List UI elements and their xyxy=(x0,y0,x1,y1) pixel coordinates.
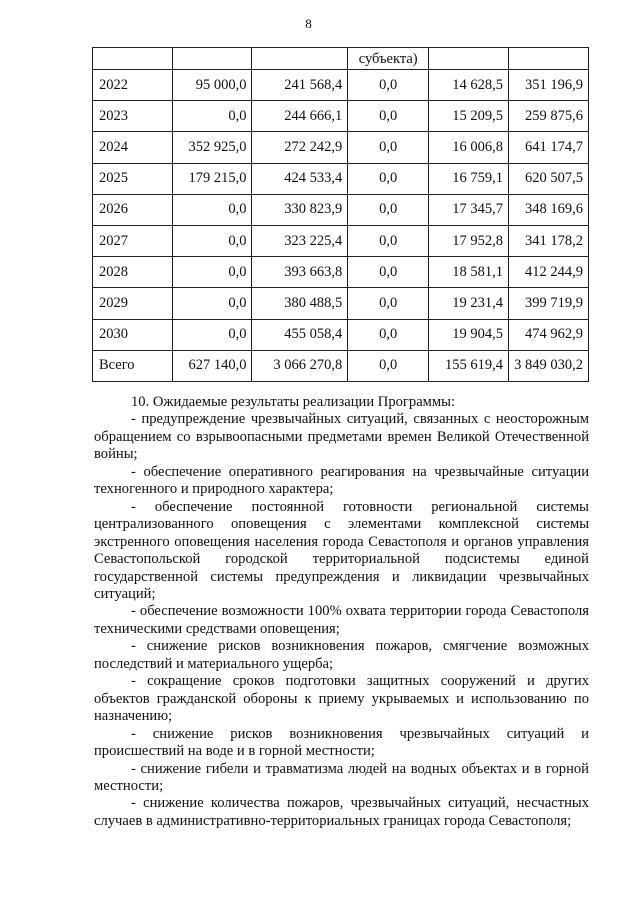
value-cell-c1: 0,0 xyxy=(172,225,252,256)
table-row xyxy=(93,225,589,256)
financing-table xyxy=(92,47,589,382)
list-item: - снижение количества пожаров, чрезвычайных ситуаций, несчастных случаев в административно-территориальных границах города Севастополя; xyxy=(94,795,589,829)
value-cell-c5: 620 507,5 xyxy=(508,163,588,194)
value-cell-c4: 16 759,1 xyxy=(429,163,509,194)
results-list xyxy=(94,411,589,830)
value-cell-c3: 0,0 xyxy=(348,257,429,288)
table-row xyxy=(93,194,589,225)
value-cell-c3: 0,0 xyxy=(348,101,429,132)
value-cell-c3: 0,0 xyxy=(348,70,429,101)
table-row xyxy=(93,319,589,350)
value-cell-c2: 330 823,9 xyxy=(252,194,348,225)
value-cell-c1: 352 925,0 xyxy=(172,132,252,163)
row-label-cell: 2029 xyxy=(93,288,173,319)
value-cell-c5: 351 196,9 xyxy=(508,70,588,101)
value-cell-c4: 155 619,4 xyxy=(429,350,509,381)
value-cell-c3: 0,0 xyxy=(348,163,429,194)
value-cell-c4: 19 904,5 xyxy=(429,319,509,350)
value-cell-c4: 18 581,1 xyxy=(429,257,509,288)
row-label-cell: Всего xyxy=(93,350,173,381)
continued-header-cell: субъекта) xyxy=(348,48,429,70)
row-label-cell: 2028 xyxy=(93,257,173,288)
row-label-cell: 2023 xyxy=(93,101,173,132)
value-cell-c5: 3 849 030,2 xyxy=(508,350,588,381)
value-cell-c1: 179 215,0 xyxy=(172,163,252,194)
page-number: 8 xyxy=(305,16,312,31)
section-heading: 10. Ожидаемые результаты реализации Программы: xyxy=(131,394,455,410)
value-cell-c4: 17 952,8 xyxy=(429,225,509,256)
value-cell-c2: 393 663,8 xyxy=(252,257,348,288)
value-cell-c5: 259 875,6 xyxy=(508,101,588,132)
value-cell-c1: 95 000,0 xyxy=(172,70,252,101)
list-item: - обеспечение оперативного реагирования на чрезвычайные ситуации техногенного и природного характера; xyxy=(94,463,589,498)
value-cell-c5: 341 178,2 xyxy=(508,225,588,256)
value-cell-c5: 474 962,9 xyxy=(508,319,588,350)
row-label-cell: 2024 xyxy=(93,132,173,163)
value-cell-c4: 15 209,5 xyxy=(429,101,509,132)
value-cell-c3: 0,0 xyxy=(348,350,429,381)
table-row xyxy=(93,350,589,381)
value-cell-c2: 272 242,9 xyxy=(252,132,348,163)
value-cell-c1: 0,0 xyxy=(172,319,252,350)
value-cell-c5: 412 244,9 xyxy=(508,257,588,288)
value-cell-c1: 0,0 xyxy=(172,288,252,319)
list-item: - предупреждение чрезвычайных ситуаций, связанных с неосторожным обращением со взрывоопасными предметами времен Великой Отечественной войны; xyxy=(94,411,589,463)
value-cell-c4: 17 345,7 xyxy=(429,194,509,225)
list-item: - снижение рисков возникновения чрезвычайных ситуаций и происшествий на воде и в горной местности; xyxy=(94,725,589,760)
row-label-cell: 2027 xyxy=(93,225,173,256)
row-label-cell: 2030 xyxy=(93,319,173,350)
value-cell-c2: 3 066 270,8 xyxy=(252,350,348,381)
value-cell-c3: 0,0 xyxy=(348,225,429,256)
table-row xyxy=(93,132,589,163)
value-cell-c3: 0,0 xyxy=(348,319,429,350)
value-cell-c5: 399 719,9 xyxy=(508,288,588,319)
value-cell-c2: 424 533,4 xyxy=(252,163,348,194)
value-cell-c1: 0,0 xyxy=(172,257,252,288)
row-label-cell: 2025 xyxy=(93,163,173,194)
list-item: - сокращение сроков подготовки защитных сооружений и других объектов гражданской обороны к приему укрываемых и использованию по назначению; xyxy=(94,673,589,725)
value-cell-c2: 380 488,5 xyxy=(252,288,348,319)
value-cell-c3: 0,0 xyxy=(348,288,429,319)
value-cell-c2: 323 225,4 xyxy=(252,225,348,256)
list-item: - обеспечение возможности 100% охвата территории города Севастополя техническими средствами оповещения; xyxy=(94,603,589,637)
table-continued-header-row xyxy=(93,48,589,70)
table-row xyxy=(93,288,589,319)
value-cell-c2: 241 568,4 xyxy=(252,70,348,101)
expected-results-section xyxy=(94,394,589,830)
list-item: - снижение рисков возникновения пожаров, смягчение возможных последствий и материального ущерба; xyxy=(94,638,589,672)
row-label-cell: 2026 xyxy=(93,194,173,225)
value-cell-c4: 19 231,4 xyxy=(429,288,509,319)
list-item: - обеспечение постоянной готовности региональной системы централизованного оповещения с элементами комплексной системы экстренного оповещения населения города Севастополя и органов управления Севастопольской городской территориальной подсистемы единой государственной системы предупреждения и ликвидации чрезвычайных ситуаций; xyxy=(94,498,589,602)
value-cell-c3: 0,0 xyxy=(348,132,429,163)
value-cell-c5: 641 174,7 xyxy=(508,132,588,163)
value-cell-c4: 14 628,5 xyxy=(429,70,509,101)
value-cell-c2: 244 666,1 xyxy=(252,101,348,132)
value-cell-c1: 0,0 xyxy=(172,194,252,225)
table-row xyxy=(93,101,589,132)
value-cell-c3: 0,0 xyxy=(348,194,429,225)
value-cell-c2: 455 058,4 xyxy=(252,319,348,350)
table-row xyxy=(93,257,589,288)
list-item: - снижение гибели и травматизма людей на водных объектах и в горной местности; xyxy=(94,760,589,794)
value-cell-c1: 0,0 xyxy=(172,101,252,132)
value-cell-c5: 348 169,6 xyxy=(508,194,588,225)
table-row xyxy=(93,70,589,101)
value-cell-c1: 627 140,0 xyxy=(172,350,252,381)
row-label-cell: 2022 xyxy=(93,70,173,101)
value-cell-c4: 16 006,8 xyxy=(429,132,509,163)
table-row xyxy=(93,163,589,194)
